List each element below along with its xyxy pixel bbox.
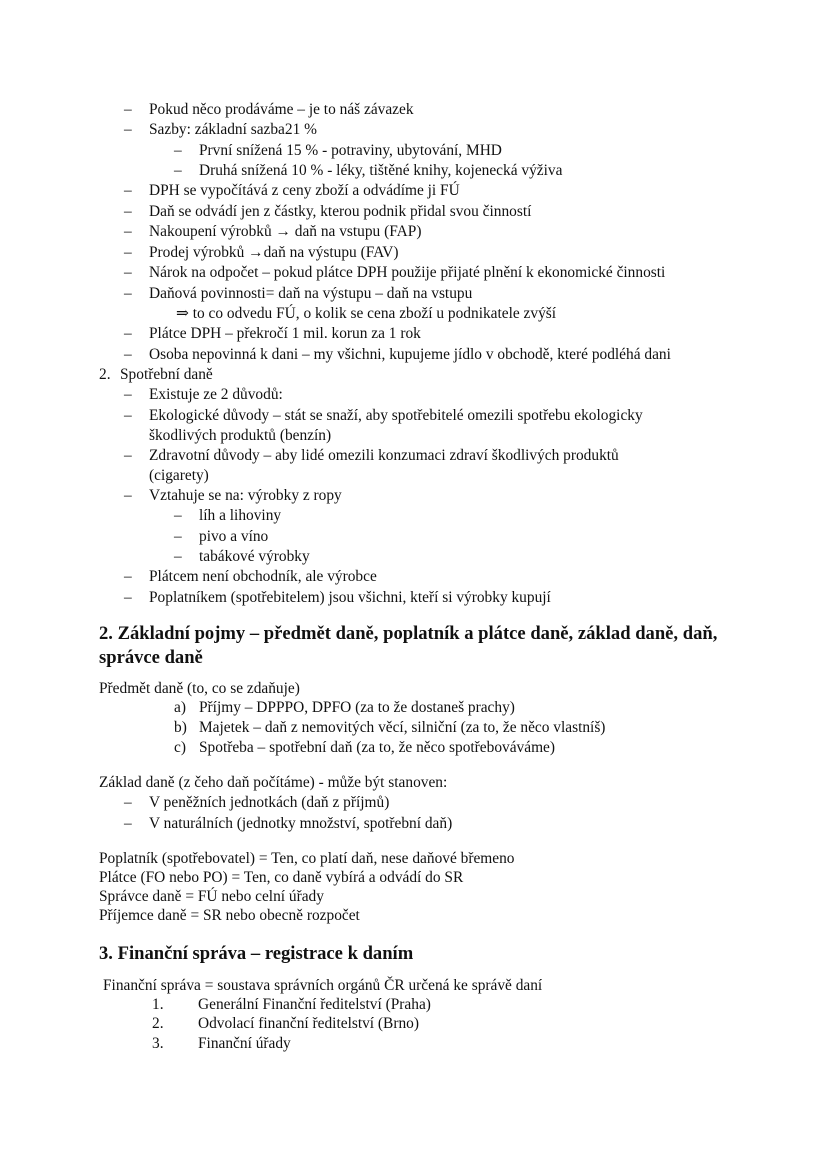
list-item: Poplatníkem (spotřebitelem) jsou všichni, kteří si výrobky kupují [149,589,551,606]
list-item-continuation: škodlivých produktů (benzín) [149,427,332,444]
list-item: Příjmy – DPPPO, DPFO (za to že dostaneš prachy) [199,699,515,716]
bullet-dash: – [124,325,132,342]
list-item: Osoba nepovinná k dani – my všichni, kupujeme jídlo v obchodě, které podléhá dani [149,346,671,363]
list-item: Daňová povinnosti= daň na výstupu – daň na vstupu [149,285,473,302]
list-item: Spotřeba – spotřební daň (za to, že něco spotřebováváme) [199,739,555,756]
list-marker: b) [174,719,187,736]
list-item: Prodej výrobků →daň na výstupu (FAV) [149,244,399,261]
list-item: Finanční úřady [198,1035,291,1052]
list-item: DPH se vypočítává z ceny zboží a odvádíme ji FÚ [149,182,460,199]
section-heading-continuation: správce daně [99,647,203,668]
bullet-dash: – [124,264,132,281]
section-heading: 3. Finanční správa – registrace k daním [99,943,414,964]
list-item: Ekologické důvody – stát se snaží, aby spotřebitelé omezili spotřebu ekologicky [149,407,643,424]
section-heading: 2. Základní pojmy – předmět daně, poplatník a plátce daně, základ daně, daň, [99,623,718,644]
list-marker: 3. [152,1035,164,1052]
list-item: Plátce DPH – překročí 1 mil. korun za 1 rok [149,325,421,342]
list-item: tabákové výrobky [199,548,310,565]
list-item: pivo a víno [199,528,269,545]
list-item: líh a lihoviny [199,507,282,524]
definition-line: Příjemce daně = SR nebo obecně rozpočet [99,907,360,924]
definition-line: Správce daně = FÚ nebo celní úřady [99,888,324,905]
list-item: První snížená 15 % - potraviny, ubytování, MHD [199,142,502,159]
list-item: Zdravotní důvody – aby lidé omezili konzumaci zdraví škodlivých produktů [149,447,619,464]
bullet-dash: – [124,815,132,832]
bullet-dash: – [124,121,132,138]
list-item: V peněžních jednotkách (daň z příjmů) [149,794,390,811]
bullet-dash: – [124,244,132,261]
list-marker: 2. [152,1015,164,1032]
bullet-dash: – [174,142,182,159]
list-item: Nakoupení výrobků → daň na vstupu (FAP) [149,223,422,240]
bullet-dash: – [174,548,182,565]
paragraph: Základ daně (z čeho daň počítáme) - může být stanoven: [99,774,448,791]
bullet-dash: – [124,794,132,811]
list-marker: c) [174,739,186,756]
bullet-dash: – [124,447,132,464]
list-marker: a) [174,699,186,716]
bullet-dash: – [124,182,132,199]
bullet-dash: – [124,285,132,302]
bullet-dash: – [124,589,132,606]
bullet-dash: – [124,203,132,220]
bullet-dash: – [174,507,182,524]
list-item-continuation: (cigarety) [149,467,209,484]
list-item: V naturálních (jednotky množství, spotřební daň) [149,815,453,832]
bullet-dash: – [174,162,182,179]
paragraph: Finanční správa = soustava správních orgánů ČR určená ke správě daní [103,977,543,994]
definition-line: Plátce (FO nebo PO) = Ten, co daně vybírá a odvádí do SR [99,869,464,886]
list-item: Daň se odvádí jen z částky, kterou podnik přidal svou činností [149,203,532,220]
list-item: Majetek – daň z nemovitých věcí, silniční (za to, že něco vlastníš) [199,719,606,736]
bullet-dash: – [174,528,182,545]
list-item: Druhá snížená 10 % - léky, tištěné knihy, kojenecká výživa [199,162,563,179]
list-item: Generální Finanční ředitelství (Praha) [198,996,431,1013]
list-item: Existuje ze 2 důvodů: [149,386,283,403]
bullet-dash: – [124,386,132,403]
paragraph: Předmět daně (to, co se zdaňuje) [99,680,300,697]
definition-line: Poplatník (spotřebovatel) = Ten, co platí daň, nese daňové břemeno [99,850,515,867]
list-item: Odvolací finanční ředitelství (Brno) [198,1015,419,1032]
list-item: Sazby: základní sazba21 % [149,121,317,138]
bullet-dash: – [124,223,132,240]
list-item: Nárok na odpočet – pokud plátce DPH použije přijaté plnění k ekonomické činnosti [149,264,666,281]
bullet-dash: – [124,407,132,424]
bullet-dash: – [124,568,132,585]
list-title: Spotřební daně [120,366,213,383]
bullet-dash: – [124,346,132,363]
list-item: Vztahuje se na: výrobky z ropy [149,487,342,504]
bullet-dash: – [124,487,132,504]
list-number: 2. [99,366,111,383]
bullet-dash: – [124,101,132,118]
list-marker: 1. [152,996,164,1013]
list-item: Plátcem není obchodník, ale výrobce [149,568,377,585]
list-item-continuation: ⇒ to co odvedu FÚ, o kolik se cena zboží u podnikatele zvýší [176,305,557,322]
list-item: Pokud něco prodáváme – je to náš závazek [149,101,414,118]
